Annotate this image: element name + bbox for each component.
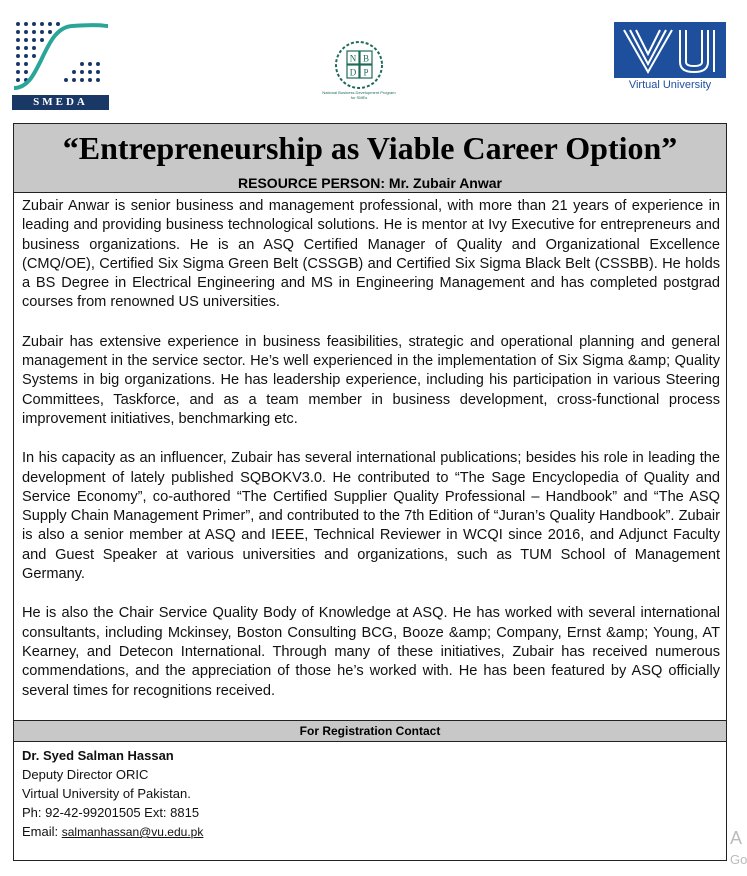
title-band bbox=[14, 124, 726, 193]
contact-designation: Deputy Director ORIC bbox=[22, 767, 149, 782]
smeda-label: SMEDA bbox=[12, 95, 109, 110]
nbdp-letter: D bbox=[349, 67, 357, 78]
smeda-curve-icon bbox=[12, 18, 109, 96]
registration-heading: For Registration Contact bbox=[14, 720, 726, 742]
nbdp-letter: B bbox=[362, 53, 370, 64]
edge-fragment: Go bbox=[730, 852, 747, 867]
logo-header bbox=[0, 0, 743, 118]
nbdp-letter: N bbox=[349, 53, 357, 64]
vu-caption: Virtual University bbox=[628, 79, 712, 91]
bio-paragraph: In his capacity as an influencer, Zubair has several international publications; besides his role in leading the development of lately published SQBOKV3.0. He contributed to “The Sage Encyclopedia of Quality and Service Economy”, co-authored “The Certified Supplier Quality Professional – Handbook” and “The ASQ Supply Chain Management Primer”, and contributed to the 7th Edition of “Juran’s Quality Handbook”. Zubair is also a senior member at ASQ and IEEE, Technical Reviewer in WCQI since 2016, and Adjunct Faculty and Guest Speaker at various universities and organizations, such as TUM School of Management Germany. bbox=[22, 450, 720, 583]
contact-phone: Ph: 92-42-99201505 Ext: 8815 bbox=[22, 805, 200, 820]
vu-monogram-icon bbox=[614, 22, 726, 78]
nbdp-emblem-icon bbox=[320, 40, 398, 90]
vu-mark bbox=[614, 22, 726, 78]
bio-paragraph: Zubair Anwar is senior business and management professional, with more than 21 years of experience in leading and providing business technological solutions. He is mentor at Ivy Executive for entrepreneurs and business organizations. He is an ASQ Certified Manager of Quality and Organizational Excellence (CMQ/OE), Certified Six Sigma Green Belt (CSSGB) and Certified Six Sigma Black Belt (CSSBB). He holds a BS Degree in Electrical Engineering and MS in Engineering Management and has completed postgrad courses from renowned US universities. bbox=[22, 198, 720, 311]
bio-section bbox=[22, 197, 720, 721]
contact-block bbox=[22, 746, 622, 842]
nbdp-logo bbox=[320, 40, 398, 102]
flyer-frame bbox=[13, 123, 727, 861]
contact-organization: Virtual University of Pakistan. bbox=[22, 786, 191, 801]
nbdp-caption: National Business Development Program for SMEs bbox=[322, 90, 396, 100]
contact-email-row bbox=[22, 822, 622, 842]
edge-fragment: A bbox=[730, 828, 743, 848]
contact-name: Dr. Syed Salman Hassan bbox=[22, 748, 174, 763]
bio-paragraph: He is also the Chair Service Quality Body of Knowledge at ASQ. He has worked with several international consultants, including Mckinsey, Boston Consulting BCG, Booze &amp; Company, Ernst &amp; Young, AT Kearney, and Detecon International. Through many of these initiatives, Zubair has received numerous commendations, and the appreciation of those he’s worked with. He has been featured by ASQ officially several times for recognitions received. bbox=[22, 605, 720, 699]
nbdp-letter: P bbox=[363, 67, 369, 78]
bio-paragraph: Zubair has extensive experience in business feasibilities, strategic and operational planning and general management in the service sector. He’s well experienced in the implementation of Six Sigma &amp; Quality Systems in big organizations. He has leadership experience, including his participation in various Steering Committees, Taskforce, and as a team member in business development, cross-functional process improvement initiatives, benchmarking etc. bbox=[22, 333, 720, 427]
page-title: “Entrepreneurship as Viable Career Option” bbox=[62, 130, 678, 166]
vu-logo bbox=[614, 22, 726, 92]
email-link[interactable]: salmanhassan@vu.edu.pk bbox=[61, 825, 204, 839]
smeda-logo bbox=[12, 18, 109, 110]
resource-person: RESOURCE PERSON: Mr. Zubair Anwar bbox=[238, 175, 502, 191]
email-label: Email: bbox=[22, 824, 62, 839]
